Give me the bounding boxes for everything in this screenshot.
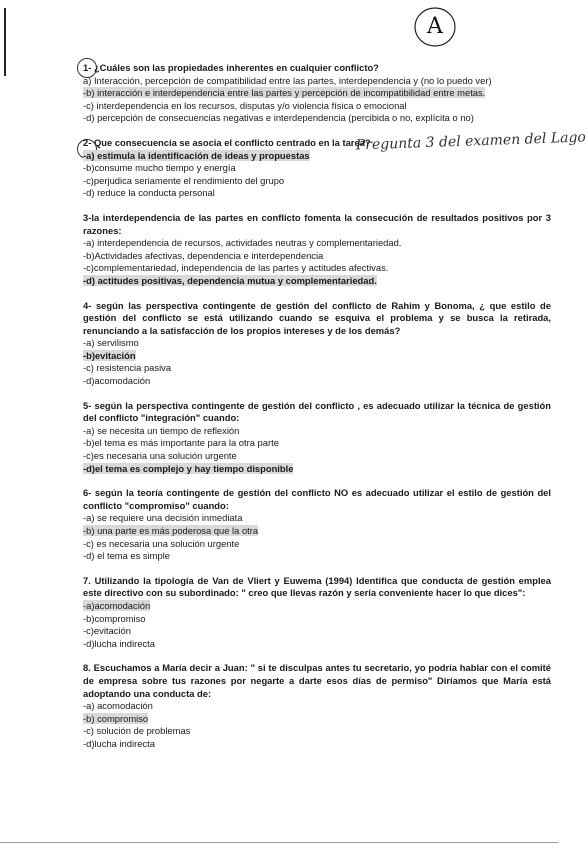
answer-option	[83, 250, 551, 263]
answer-option	[83, 625, 551, 638]
answer-option	[83, 700, 551, 713]
answer-option	[83, 600, 551, 613]
answer-option-text: -c)evitación	[83, 625, 131, 637]
answer-option	[83, 275, 551, 288]
answer-option	[83, 450, 551, 463]
answer-option-text: a) Interacción, percepción de compatibilidad entre las partes, interdependencia y (no lo puedo ver)	[83, 74, 492, 86]
answer-option	[83, 262, 551, 275]
answer-option	[83, 375, 551, 388]
question-title: 2- Que consecuencia se asocia el conflicto centrado en la tarea?	[83, 136, 371, 148]
answer-option-text: -a) acomodación	[83, 700, 153, 712]
answer-option-text: -b)Actividades afectivas, dependencia e interdependencia	[83, 249, 324, 261]
page-bottom-divider	[0, 842, 558, 843]
question-title: 3-la interdependencia de las partes en conflicto fomenta la consecución de resultados positivos por 3 razones:	[83, 211, 551, 236]
answer-option-text: -a) se necesita un tiempo de reflexión	[83, 424, 240, 436]
question-title: 7. Utilizando la tipología de Van de Vliert y Euwema (1994) Identifica que conducta de gestión emplea este directivo con su subordinado: " creo que llevas razón y sería conveniente hacer lo que dices":	[83, 574, 551, 599]
answer-option-text: -a) se requiere una decisión inmediata	[83, 512, 243, 524]
answer-option-text: -a) estimula la identificación de ideas y propuestas	[83, 149, 310, 161]
answer-option-text: -c) es necesaria una solución urgente	[83, 537, 240, 549]
answer-option	[83, 525, 551, 538]
answer-option-text: -b) interacción e interdependencia entre las partes y percepción de incompatibilidad entre metas.	[83, 87, 486, 99]
question-block	[83, 575, 551, 651]
question-title: 6- según la teoría contingente de gestión del conflicto NO es adecuado utilizar el estilo de gestión del conflicto "compromiso" cuando:	[83, 487, 551, 511]
answer-option-text: -c) resistencia pasiva	[83, 362, 172, 374]
answer-option-text: -a)acomodación	[83, 599, 151, 611]
answer-option	[83, 512, 551, 525]
answer-option-text: -d) el tema es simple	[83, 550, 171, 562]
answer-option	[83, 337, 551, 350]
answer-option	[83, 112, 551, 125]
question-block	[83, 300, 551, 388]
answer-option	[83, 75, 551, 88]
question-title: 5- según la perspectiva contingente de gestión del conflicto , es adecuado utilizar la técnica de gestión del conflicto "integración" cuando:	[83, 399, 551, 424]
question-block	[83, 212, 551, 288]
answer-option	[83, 237, 551, 250]
answer-option	[83, 725, 551, 738]
answer-option-text: -d)lucha indirecta	[83, 637, 155, 649]
answer-option-text: -b)evitación	[83, 349, 136, 361]
answer-option	[83, 150, 551, 163]
answer-option-text: -d)lucha indirecta	[83, 737, 155, 749]
questions-list	[83, 62, 551, 763]
answer-option	[83, 738, 551, 751]
question-block	[83, 662, 551, 750]
answer-option	[83, 437, 551, 450]
answer-option-text: -b)compromiso	[83, 612, 146, 624]
question-title: 1- ¿Cuáles son las propiedades inherentes en cualquier conflicto?	[83, 62, 379, 73]
answer-option	[83, 100, 551, 113]
answer-option-text: -c)complementariedad, independencia de las partes y actitudes afectivas.	[83, 262, 389, 274]
corner-letter: A	[427, 14, 443, 39]
answer-option-text: -d)acomodación	[83, 375, 151, 387]
question-block	[83, 62, 551, 125]
answer-option-text: -a) interdependencia de recursos, actividades neutras y complementariedad.	[83, 237, 402, 249]
question-title: 8. Escuchamos a María decir a Juan: " si te disculpas antes tu secretario, yo podría hablar con el comité de empresa sobre tus razones por negarte a darte esos días de permiso" Diríamos que María está adoptando una conducta de:	[83, 662, 551, 699]
answer-option-text: -d) percepción de consecuencias negativas e interdependencia (percibida o no, explícita o no)	[83, 112, 474, 124]
answer-option-text: -c) interdependencia en los recursos, disputas y/o violencia física o emocional	[83, 99, 407, 111]
answer-option	[83, 463, 551, 476]
answer-option-text: -b) compromiso	[83, 712, 149, 724]
answer-option	[83, 550, 551, 563]
answer-option	[83, 162, 551, 175]
question-block	[83, 400, 551, 476]
answer-option	[83, 187, 551, 200]
answer-option-text: -b)consume mucho tiempo y energía	[83, 162, 236, 174]
answer-option-text: -c)perjudica seriamente el rendimiento del grupo	[83, 174, 285, 186]
answer-option-text: -b)el tema es más importante para la otra parte	[83, 437, 279, 449]
answer-option	[83, 538, 551, 551]
question-title: 4- según las perspectiva contingente de gestión del conflicto de Rahim y Bonoma, ¿ que estilo de gestión del conflicto se está utilizando cuando se esquiva el problema y se busca la retirada, renunciando a la satisfacción de los propios intereses y de los demás?	[83, 299, 551, 336]
answer-option-text: -d)el tema es complejo y hay tiempo disponible	[83, 462, 294, 474]
answer-option	[83, 613, 551, 626]
question-block	[83, 487, 551, 563]
answer-option	[83, 175, 551, 188]
answer-option	[83, 425, 551, 438]
answer-option	[83, 350, 551, 363]
corner-letter-stamp	[410, 4, 460, 50]
answer-option-text: -a) servilismo	[83, 337, 139, 349]
margin-mark	[4, 8, 6, 76]
answer-option-text: -c) solución de problemas	[83, 725, 191, 737]
answer-option	[83, 362, 551, 375]
answer-option	[83, 638, 551, 651]
answer-option-text: -c)es necesaria una solución urgente	[83, 450, 237, 462]
answer-option-text: -d) reduce la conducta personal	[83, 187, 215, 199]
answer-option	[83, 713, 551, 726]
answer-option-text: -d) actitudes positivas, dependencia mutua y complementariedad.	[83, 274, 377, 286]
answer-option	[83, 87, 551, 100]
question-block	[83, 137, 551, 200]
answer-option-text: -b) una parte es más poderosa que la otra	[83, 525, 259, 536]
handwritten-note: Pregunta 3 del examen del Lago	[355, 129, 587, 154]
